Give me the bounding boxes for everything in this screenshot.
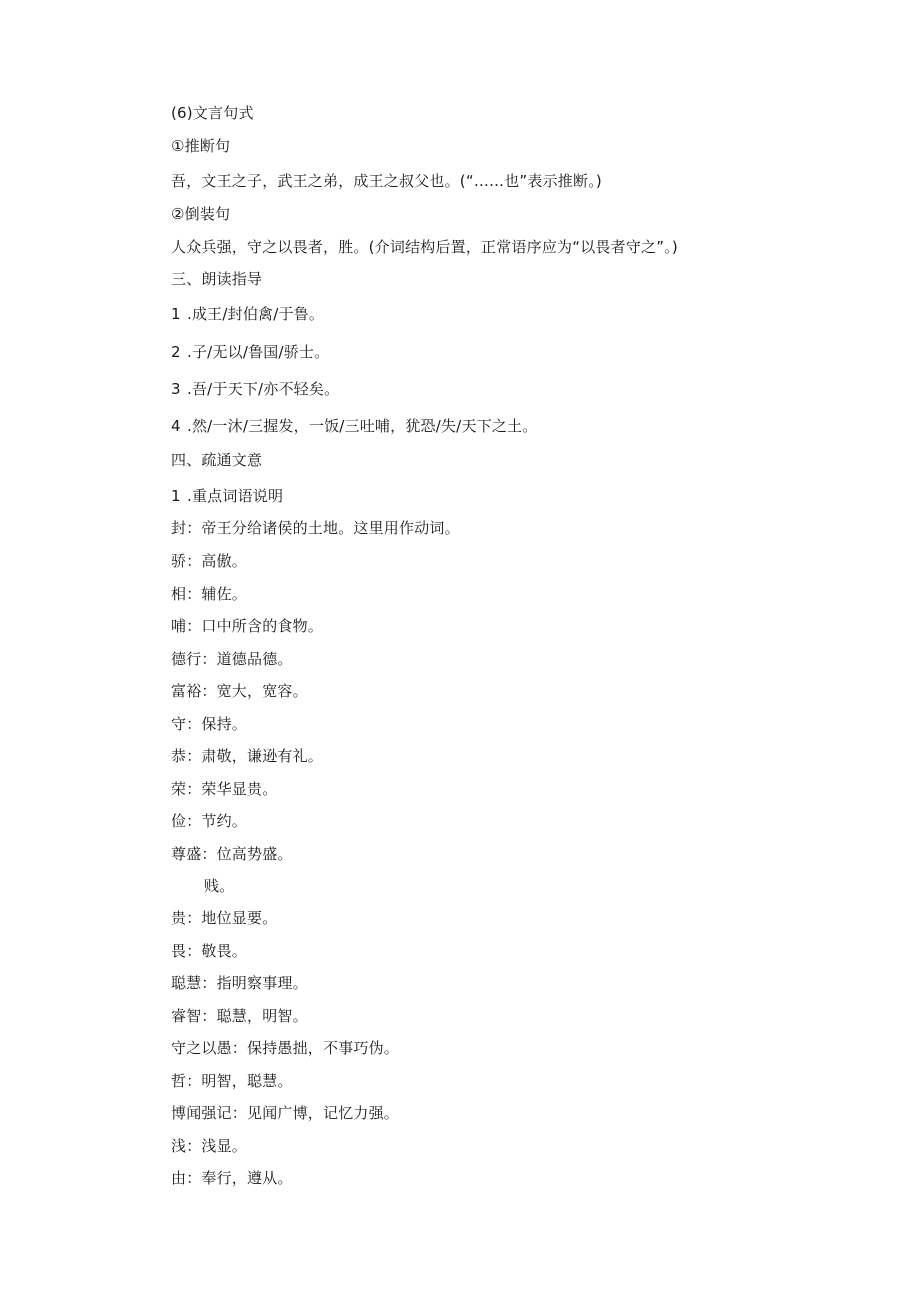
subsection-title: .重点词语说明 <box>187 487 284 505</box>
vocab-entry: 荣：荣华显贵。 <box>171 780 278 798</box>
reading-item <box>171 416 537 436</box>
vocab-entry: 博闻强记：见闻广博，记忆力强。 <box>171 1104 400 1122</box>
vocab-entry: 富裕：宽大，宽容。 <box>171 682 308 700</box>
vocab-entry: 骄：高傲。 <box>171 552 248 570</box>
vocab-entry: 睿智：聪慧，明智。 <box>171 1007 308 1025</box>
vocab-entry: 浅：浅显。 <box>171 1137 248 1155</box>
vocab-entry: 贵：地位显要。 <box>171 909 278 927</box>
vocab-entry: 聪慧：指明察事理。 <box>171 974 308 992</box>
reading-item-number: 2 <box>171 343 181 361</box>
reading-item-text: .成王/封伯禽/于鲁。 <box>187 305 325 323</box>
vocab-entry: 德行：道德品德。 <box>171 650 293 668</box>
inverted-sentence-heading: ②倒装句 <box>171 205 231 223</box>
vocab-entry: 守：保持。 <box>171 715 248 733</box>
vocab-entry: 恭：肃敬，谦逊有礼。 <box>171 747 324 765</box>
reading-item-text: .然/一沐/三握发，一饭/三吐哺，犹恐/失/天下之土。 <box>187 417 538 435</box>
section-4-title: 四、疏通文意 <box>171 451 263 469</box>
vocab-entry: 俭：节约。 <box>171 812 248 830</box>
vocab-entry: 封：帝王分给诸侯的土地。这里用作动词。 <box>171 519 460 537</box>
vocab-entry: 哺：口中所含的食物。 <box>171 617 324 635</box>
inverted-sentence-example: 人众兵强，守之以畏者，胜。(介词结构后置，正常语序应为“以畏者守之”。) <box>171 238 678 256</box>
vocab-entry: 守之以愚：保持愚拙，不事巧伪。 <box>171 1039 400 1057</box>
inference-sentence-example: 吾，文王之子，武王之弟，成王之叔父也。(“……也”表示推断。) <box>171 172 602 190</box>
inference-sentence-heading: ①推断句 <box>171 137 231 155</box>
vocab-entry: 贱。 <box>204 877 235 895</box>
reading-item <box>171 304 324 324</box>
reading-item-text: .吾/于天下/亦不轻矣。 <box>187 380 340 398</box>
subsection-number: 1 <box>171 487 181 505</box>
reading-item-text: .子/无以/鲁国/骄士。 <box>187 343 330 361</box>
reading-item-number: 3 <box>171 380 181 398</box>
vocab-entry: 相：辅佐。 <box>171 585 248 603</box>
reading-item <box>171 379 339 399</box>
reading-item <box>171 342 329 362</box>
section-6-title: (6)文言句式 <box>171 104 254 122</box>
vocab-entry: 尊盛：位高势盛。 <box>171 845 293 863</box>
vocab-entry: 畏：敬畏。 <box>171 942 248 960</box>
subsection-heading <box>171 486 283 506</box>
vocab-entry: 由：奉行，遵从。 <box>171 1169 293 1187</box>
reading-item-number: 1 <box>171 305 181 323</box>
vocab-entry: 哲：明智，聪慧。 <box>171 1072 293 1090</box>
reading-item-number: 4 <box>171 417 181 435</box>
section-3-title: 三、朗读指导 <box>171 270 263 288</box>
